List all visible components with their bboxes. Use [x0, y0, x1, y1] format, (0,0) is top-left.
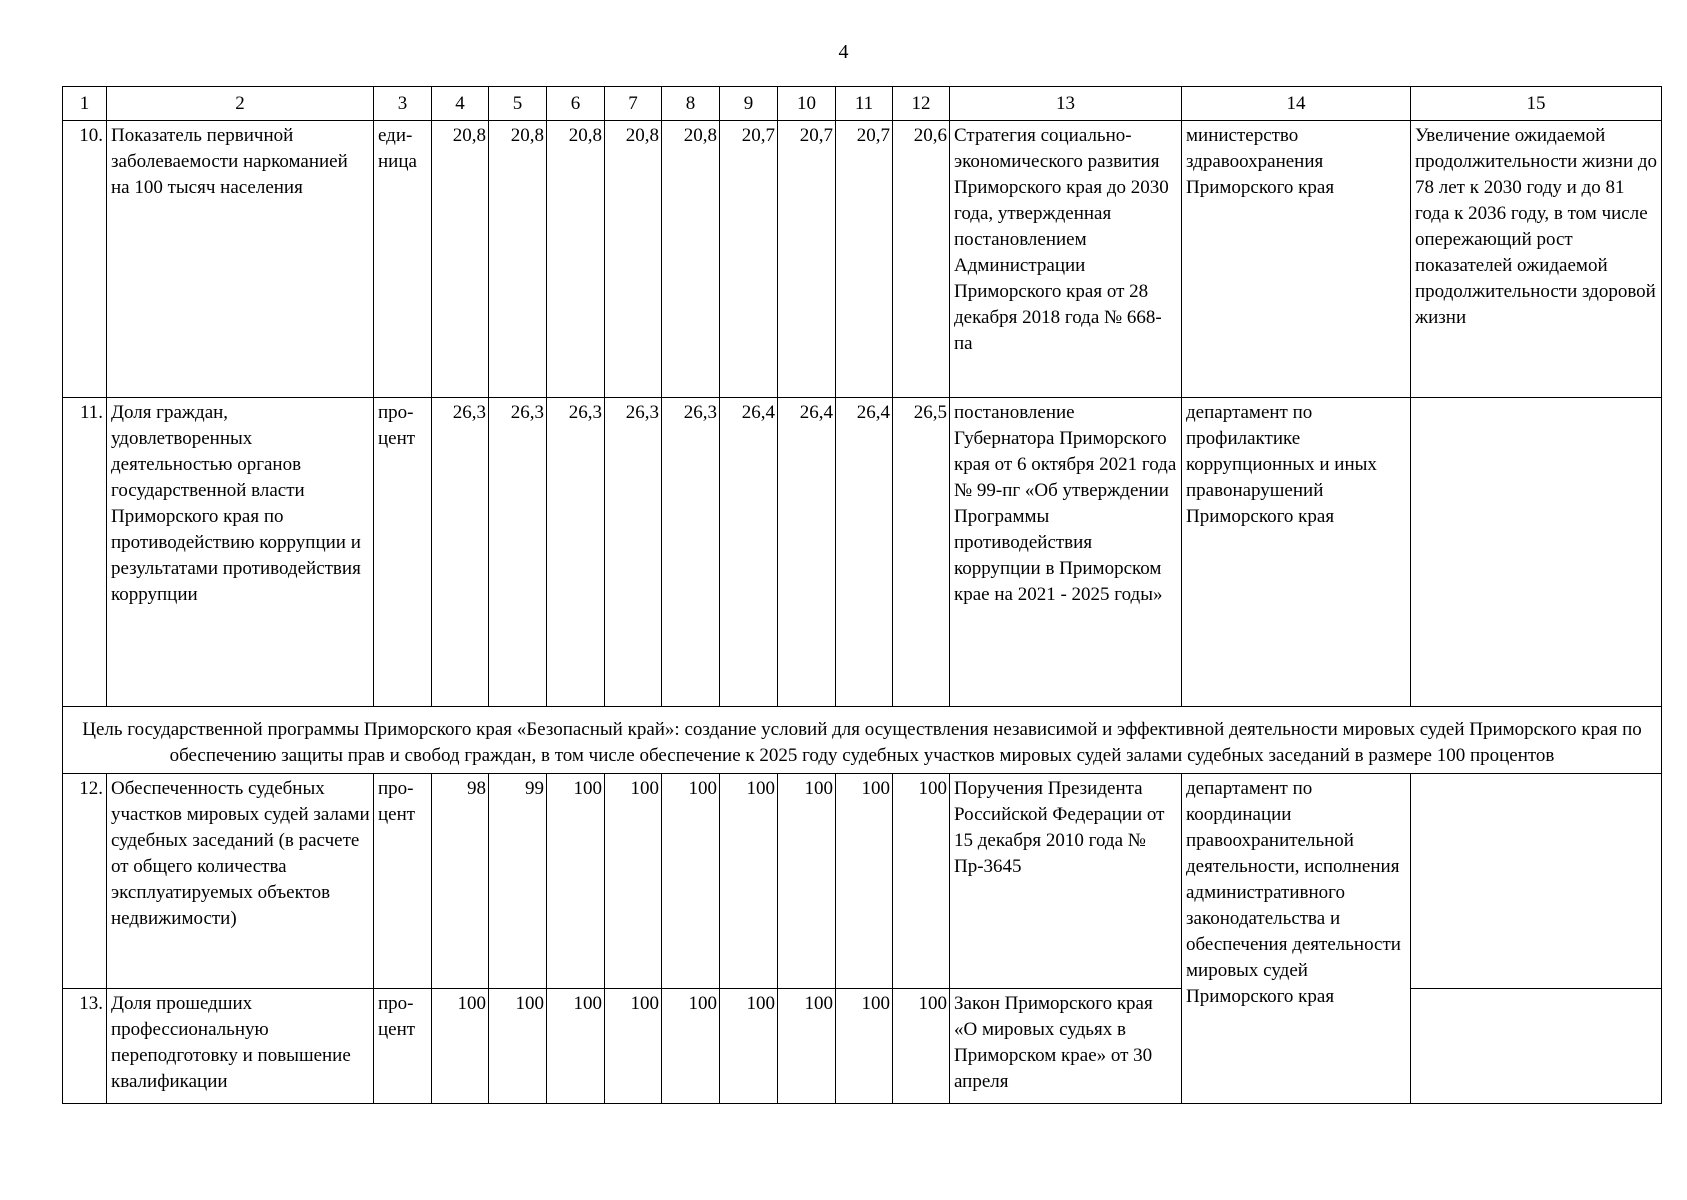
column-number: 11 — [836, 87, 893, 121]
responsible-body: департамент по координации правоохранительной деятельности, исполнения административного законодательства и обеспечения деятельности мировых судей Приморского края — [1182, 774, 1411, 1104]
value-cell: 100 — [778, 774, 836, 989]
value-cell: 100 — [720, 989, 778, 1104]
value-cell: 26,4 — [720, 398, 778, 707]
column-number-row — [63, 87, 1662, 121]
unit-cell — [374, 989, 432, 1104]
value-cell: 20,8 — [662, 121, 720, 398]
unit-line: цент — [378, 1019, 416, 1040]
page-number: 4 — [838, 41, 849, 63]
row-number: 11. — [63, 398, 107, 707]
value-cell: 100 — [893, 774, 950, 989]
source-document: постановление Губернатора Приморского края от 6 октября 2021 года № 99-пг «Об утверждении Программы противодействия коррупции в Приморском крае на 2021 - 2025 годы» — [950, 398, 1182, 707]
unit-line: про- — [378, 402, 414, 423]
column-number: 2 — [107, 87, 374, 121]
value-cell: 100 — [432, 989, 489, 1104]
value-cell: 100 — [605, 774, 662, 989]
expected-result: Увеличение ожидаемой продолжительности жизни до 78 лет к 2030 году и до 81 года к 2036 году, в том числе опережающий рост показателей ожидаемой продолжительности здоровой жизни — [1411, 121, 1662, 398]
column-number: 14 — [1182, 87, 1411, 121]
indicator-name: Доля граждан, удовлетворенных деятельностью органов государственной власти Приморского края по противодействию коррупции и результатами противодействия коррупции — [107, 398, 374, 707]
table-row — [63, 121, 1662, 398]
column-number: 4 — [432, 87, 489, 121]
unit-cell — [374, 774, 432, 989]
value-cell: 99 — [489, 774, 547, 989]
table-row — [63, 989, 1662, 1104]
value-cell: 20,7 — [836, 121, 893, 398]
value-cell: 100 — [836, 989, 893, 1104]
source-document: Закон Приморского края «О мировых судьях в Приморском крае» от 30 апреля — [950, 989, 1182, 1104]
column-number: 5 — [489, 87, 547, 121]
row-number: 12. — [63, 774, 107, 989]
value-cell: 26,3 — [489, 398, 547, 707]
value-cell: 100 — [547, 989, 605, 1104]
goal-row — [63, 707, 1662, 774]
program-goal: Цель государственной программы Приморского края «Безопасный край»: создание условий для осуществления независимой и эффективной деятельности мировых судей Приморского края по обеспечению защиты прав и свобод граждан, в том числе обеспечение к 2025 году судебных участков мировых судей залами судебных заседаний в размере 100 процентов — [63, 707, 1662, 774]
value-cell: 20,7 — [720, 121, 778, 398]
responsible-body: департамент по профилактике коррупционных и иных правонарушений Приморского края — [1182, 398, 1411, 707]
expected-result — [1411, 774, 1662, 989]
value-cell: 26,3 — [432, 398, 489, 707]
column-number: 1 — [63, 87, 107, 121]
unit-line: ница — [378, 151, 417, 172]
unit-line: про- — [378, 993, 414, 1014]
unit-line: про- — [378, 778, 414, 799]
column-number: 15 — [1411, 87, 1662, 121]
row-number: 13. — [63, 989, 107, 1104]
responsible-body: министерство здравоохранения Приморского края — [1182, 121, 1411, 398]
value-cell: 20,8 — [605, 121, 662, 398]
value-cell: 20,7 — [778, 121, 836, 398]
column-number: 13 — [950, 87, 1182, 121]
expected-result — [1411, 989, 1662, 1104]
source-document: Поручения Президента Российской Федерации от 15 декабря 2010 года № Пр-3645 — [950, 774, 1182, 989]
value-cell: 100 — [778, 989, 836, 1104]
source-document: Стратегия социально-экономического развития Приморского края до 2030 года, утвержденная постановлением Администрации Приморского края от 28 декабря 2018 года № 668-па — [950, 121, 1182, 398]
row-number: 10. — [63, 121, 107, 398]
indicator-name: Доля прошедших профессиональную переподготовку и повышение квалификации — [107, 989, 374, 1104]
value-cell: 100 — [720, 774, 778, 989]
table-row — [63, 774, 1662, 989]
indicator-name: Показатель первичной заболеваемости наркоманией на 100 тысяч населения — [107, 121, 374, 398]
value-cell: 20,8 — [432, 121, 489, 398]
value-cell: 26,4 — [778, 398, 836, 707]
value-cell: 100 — [893, 989, 950, 1104]
expected-result — [1411, 398, 1662, 707]
indicators-table — [62, 86, 1662, 1104]
table-row — [63, 398, 1662, 707]
value-cell: 26,3 — [547, 398, 605, 707]
unit-line: цент — [378, 428, 416, 449]
indicator-name: Обеспеченность судебных участков мировых судей залами судебных заседаний (в расчете от общего количества эксплуатируемых объектов недвижимости) — [107, 774, 374, 989]
column-number: 7 — [605, 87, 662, 121]
value-cell: 100 — [662, 774, 720, 989]
value-cell: 100 — [605, 989, 662, 1104]
unit-line: еди- — [378, 125, 413, 146]
value-cell: 26,4 — [836, 398, 893, 707]
column-number: 3 — [374, 87, 432, 121]
column-number: 10 — [778, 87, 836, 121]
column-number: 9 — [720, 87, 778, 121]
value-cell: 100 — [662, 989, 720, 1104]
column-number: 8 — [662, 87, 720, 121]
value-cell: 26,3 — [662, 398, 720, 707]
value-cell: 20,8 — [547, 121, 605, 398]
value-cell: 20,6 — [893, 121, 950, 398]
column-number: 6 — [547, 87, 605, 121]
value-cell: 26,3 — [605, 398, 662, 707]
unit-cell — [374, 398, 432, 707]
unit-line: цент — [378, 804, 416, 825]
value-cell: 98 — [432, 774, 489, 989]
value-cell: 20,8 — [489, 121, 547, 398]
value-cell: 100 — [489, 989, 547, 1104]
unit-cell — [374, 121, 432, 398]
value-cell: 26,5 — [893, 398, 950, 707]
column-number: 12 — [893, 87, 950, 121]
value-cell: 100 — [836, 774, 893, 989]
value-cell: 100 — [547, 774, 605, 989]
